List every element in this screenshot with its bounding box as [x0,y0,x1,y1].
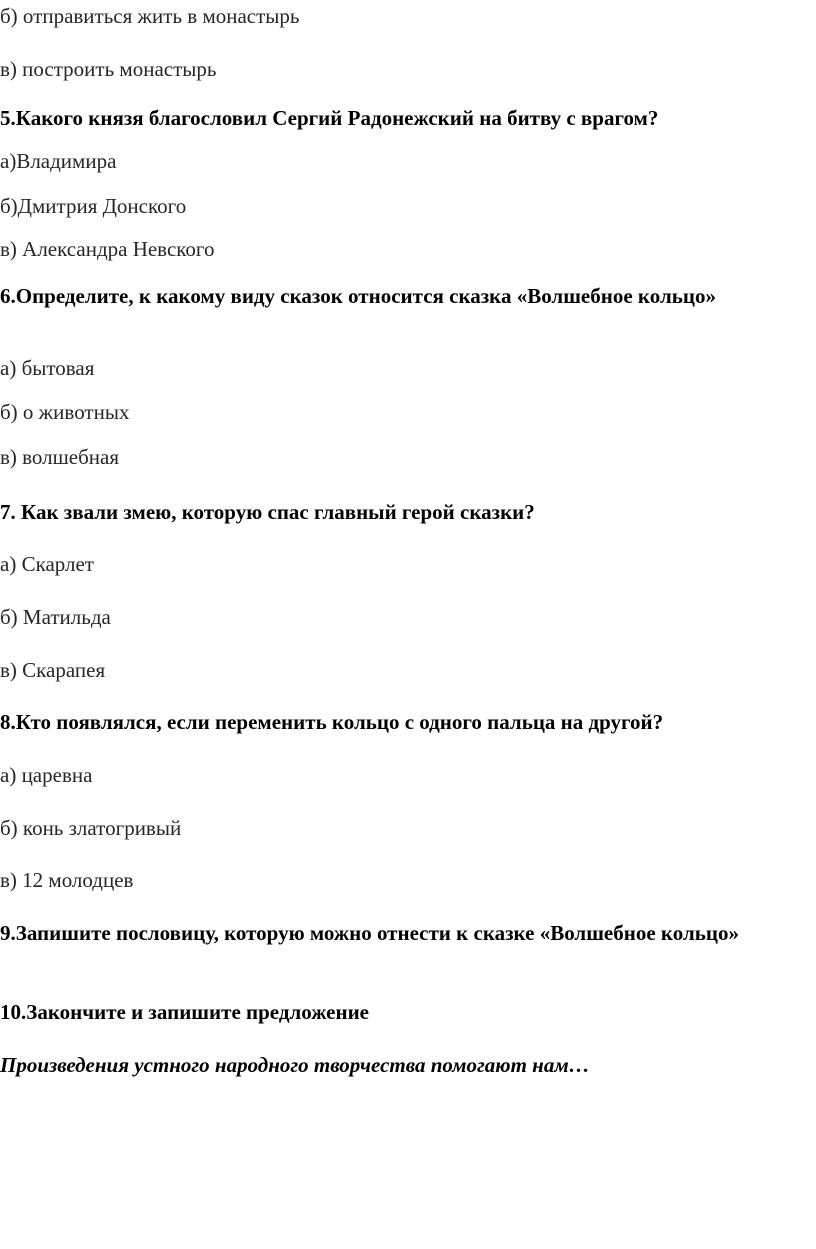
q6-option-v: в) волшебная [0,445,120,469]
q4-option-b: б) отправиться жить в монастырь [0,4,300,28]
q7-option-v: в) Скарапея [0,658,106,682]
question-6: 6.Определите, к какому виду сказок относится сказка «Волшебное кольцо» [0,284,716,308]
q7-option-a: а) Скарлет [0,552,94,576]
q4-option-v: в) построить монастырь [0,57,217,81]
q7-option-b: б) Матильда [0,605,111,629]
question-5: 5.Какого князя благословил Сергий Радонежский на битву с врагом? [0,106,659,130]
q5-option-v: в) Александра Невского [0,237,215,261]
question-9: 9.Запишите пословицу, которую можно отнести к сказке «Волшебное кольцо» [0,921,739,945]
q6-option-a: а) бытовая [0,356,95,380]
q6-option-b: б) о животных [0,400,130,424]
question-10: 10.Закончите и запишите предложение [0,1000,370,1024]
closing-sentence-prompt: Произведения устного народного творчества помогают нам… [0,1053,590,1077]
q8-option-a: а) царевна [0,763,93,787]
q8-option-v: в) 12 молодцев [0,868,134,892]
q5-option-b: б)Дмитрия Донского [0,194,187,218]
q5-option-a: а)Владимира [0,149,117,173]
question-7: 7. Как звали змею, которую спас главный герой сказки? [0,500,535,524]
q8-option-b: б) конь златогривый [0,816,182,840]
question-8: 8.Кто появлялся, если переменить кольцо с одного пальца на другой? [0,710,664,734]
